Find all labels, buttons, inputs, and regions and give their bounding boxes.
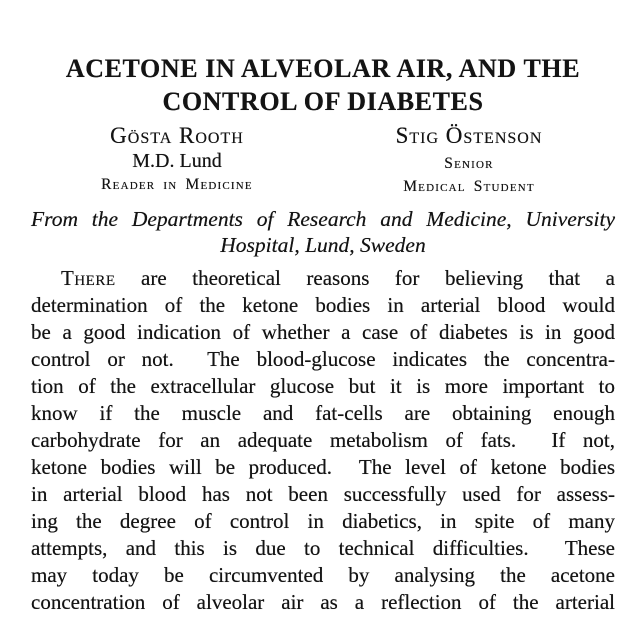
author-left bbox=[31, 124, 323, 195]
text-line: determination of the ketone bodies in arterial blood would bbox=[31, 293, 615, 317]
text-line: concentration of alveolar air as a reflection of the arterial bbox=[31, 590, 615, 614]
text-line: be a good indication of whether a case of diabetes is in good bbox=[31, 320, 615, 344]
author-role-line-1: Senior bbox=[444, 155, 494, 172]
body-paragraph bbox=[31, 265, 615, 616]
affiliation-line-2: Hospital, Lund, Sweden bbox=[220, 233, 426, 257]
text-line: carbohydrate for an adequate metabolism of fats. If not, bbox=[31, 428, 615, 452]
authors-row bbox=[31, 124, 615, 195]
text-line: attempts, and this is due to technical difficulties. These bbox=[31, 536, 615, 560]
text-line: ketone bodies will be produced. The level of ketone bodies bbox=[31, 455, 615, 479]
text-line: may today be circumvented by analysing the acetone bbox=[31, 563, 615, 587]
author-name: Gösta Rooth bbox=[110, 123, 244, 148]
author-degree: M.D. Lund bbox=[132, 150, 222, 172]
title-line-1: ACETONE IN ALVEOLAR AIR, AND THE bbox=[65, 54, 581, 83]
affiliation-line-1: From the Departments of Research and Medicine, University bbox=[31, 207, 615, 231]
text-line: in arterial blood has not been successfully used for assess- bbox=[31, 482, 615, 506]
text-line bbox=[31, 265, 615, 292]
lead-word: There bbox=[61, 266, 116, 290]
text-line: know if the muscle and fat-cells are obtaining enough bbox=[31, 401, 615, 425]
title-line-2: CONTROL OF DIABETES bbox=[162, 87, 484, 116]
text-line: tion of the extracellular glucose but it is more important to bbox=[31, 374, 615, 398]
author-role: Reader in Medicine bbox=[101, 176, 253, 193]
author-right bbox=[323, 124, 615, 195]
text-line-rest: are theoretical reasons for believing that a bbox=[115, 266, 615, 290]
article-title bbox=[31, 52, 615, 118]
affiliation bbox=[31, 206, 615, 258]
author-role-line-2: Medical Student bbox=[403, 178, 535, 195]
text-line: control or not. The blood-glucose indicates the concentra- bbox=[31, 347, 615, 371]
author-name: Stig Östenson bbox=[395, 123, 543, 148]
text-line: ing the degree of control in diabetics, in spite of many bbox=[31, 509, 615, 533]
